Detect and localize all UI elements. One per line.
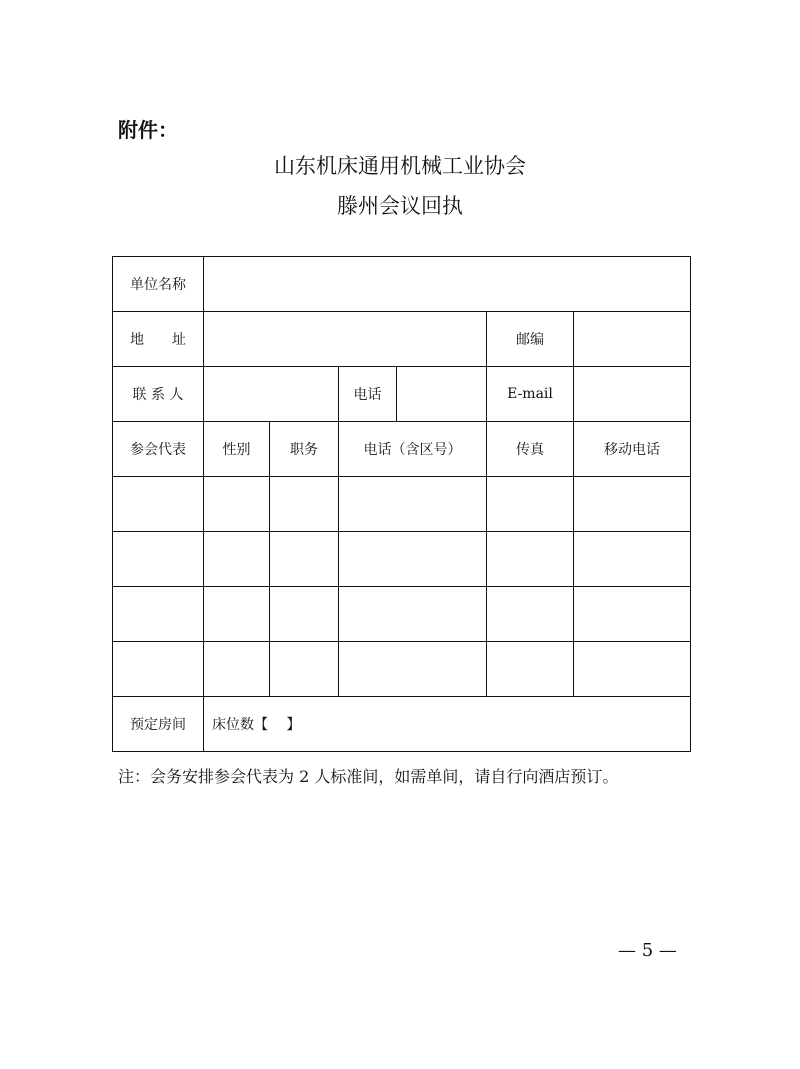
rep-gender-cell[interactable] [204,642,270,697]
rep-phone-cell[interactable] [339,532,487,587]
rep-mobile-cell[interactable] [574,642,691,697]
representative-row [113,642,691,697]
phone-field[interactable] [397,367,487,422]
header-fax: 传真 [487,422,574,477]
rep-mobile-cell[interactable] [574,477,691,532]
address-field[interactable] [204,312,487,367]
phone-label: 电话 [339,367,397,422]
rep-mobile-cell[interactable] [574,532,691,587]
address-label: 地 址 [113,312,204,367]
rep-fax-cell[interactable] [487,642,574,697]
rep-phone-cell[interactable] [339,587,487,642]
header-phone-area: 电话（含区号） [339,422,487,477]
rep-gender-cell[interactable] [204,477,270,532]
header-mobile: 移动电话 [574,422,691,477]
rep-name-cell[interactable] [113,587,204,642]
rep-name-cell[interactable] [113,642,204,697]
page-number: — 5 — [618,940,677,961]
header-position: 职务 [270,422,339,477]
postcode-field[interactable] [574,312,691,367]
header-gender: 性别 [204,422,270,477]
rep-position-cell[interactable] [270,642,339,697]
rep-gender-cell[interactable] [204,532,270,587]
document-subtitle: 滕州会议回执 [337,194,463,218]
rep-fax-cell[interactable] [487,587,574,642]
rep-name-cell[interactable] [113,532,204,587]
footnote: 注：会务安排参会代表为 2 人标准间，如需单间，请自行向酒店预订。 [118,767,619,786]
representative-row [113,587,691,642]
rep-phone-cell[interactable] [339,477,487,532]
room-label: 预定房间 [113,697,204,752]
rep-position-cell[interactable] [270,477,339,532]
rep-position-cell[interactable] [270,532,339,587]
unit-name-label: 单位名称 [113,257,204,312]
document-title: 山东机床通用机械工业协会 [274,154,526,178]
email-field[interactable] [574,367,691,422]
representative-header-row [113,422,691,477]
rep-phone-cell[interactable] [339,642,487,697]
address-row [113,312,691,367]
attachment-label: 附件： [118,118,178,142]
unit-name-row [113,257,691,312]
unit-name-field[interactable] [204,257,691,312]
representative-row [113,532,691,587]
representative-row [113,477,691,532]
rep-fax-cell[interactable] [487,532,574,587]
rep-name-cell[interactable] [113,477,204,532]
contact-row [113,367,691,422]
rep-position-cell[interactable] [270,587,339,642]
header-representative: 参会代表 [113,422,204,477]
postcode-label: 邮编 [487,312,574,367]
receipt-form-table [112,256,691,752]
contact-field[interactable] [204,367,339,422]
email-label: E-mail [487,367,574,422]
contact-label: 联 系 人 [113,367,204,422]
rep-fax-cell[interactable] [487,477,574,532]
rep-mobile-cell[interactable] [574,587,691,642]
rep-gender-cell[interactable] [204,587,270,642]
beds-field[interactable]: 床位数【 】 [204,697,691,752]
room-row [113,697,691,752]
